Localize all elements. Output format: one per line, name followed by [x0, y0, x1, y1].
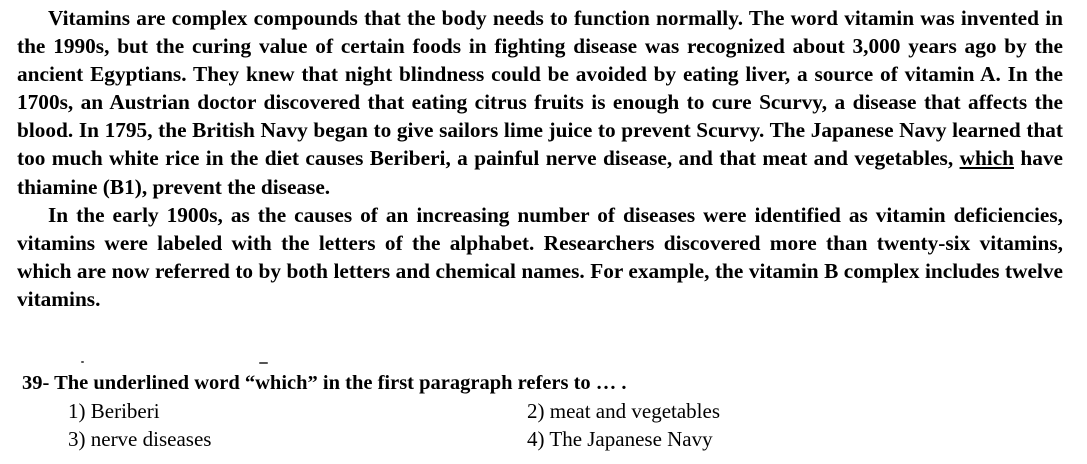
answer-option-4[interactable]: 4) The Japanese Navy [527, 427, 713, 451]
paragraph-1 [17, 4, 1063, 201]
reading-passage [17, 4, 1063, 313]
paragraph-1-text-end: have thiamine (B1), prevent the disease. [17, 146, 1063, 199]
question-stem: 39- The underlined word “which” in the first paragraph refers to … . [22, 372, 627, 394]
paragraph-2: In the early 1900s, as the causes of an increasing number of diseases were identified as vitamin deficiencies, vitamins were labeled with the letters of the alphabet. Researchers discovered more than twenty-six vitamins, which are now referred to by both letters and chemical names. For example, the vitamin B complex includes twelve vitamins. [17, 202, 1063, 311]
scan-speck-1 [81, 361, 84, 363]
scan-speck-2 [259, 362, 268, 364]
answer-option-1[interactable]: 1) Beriberi [68, 399, 160, 423]
paragraph-1-text-start: Vitamins are complex compounds that the body needs to function normally. The word vitamin was invented in the 1990s, but the curing value of certain foods in fighting disease was recognized about 3,000 years ago by the ancient Egyptians. They knew that night blindness could be avoided by eating liver, a source of vitamin A. In the 1700s, an Austrian doctor discovered that eating citrus fruits is enough to cure Scurvy, a disease that affects the blood. In 1795, the British Navy began to give sailors lime juice to prevent Scurvy. The Japanese Navy learned that too much white rice in the diet causes Beriberi, a painful nerve disease, and that meat and vegetables, [17, 6, 1063, 171]
underlined-word: which [959, 146, 1015, 171]
answer-option-2[interactable]: 2) meat and vegetables [527, 399, 720, 423]
answer-option-3[interactable]: 3) nerve diseases [68, 427, 212, 451]
